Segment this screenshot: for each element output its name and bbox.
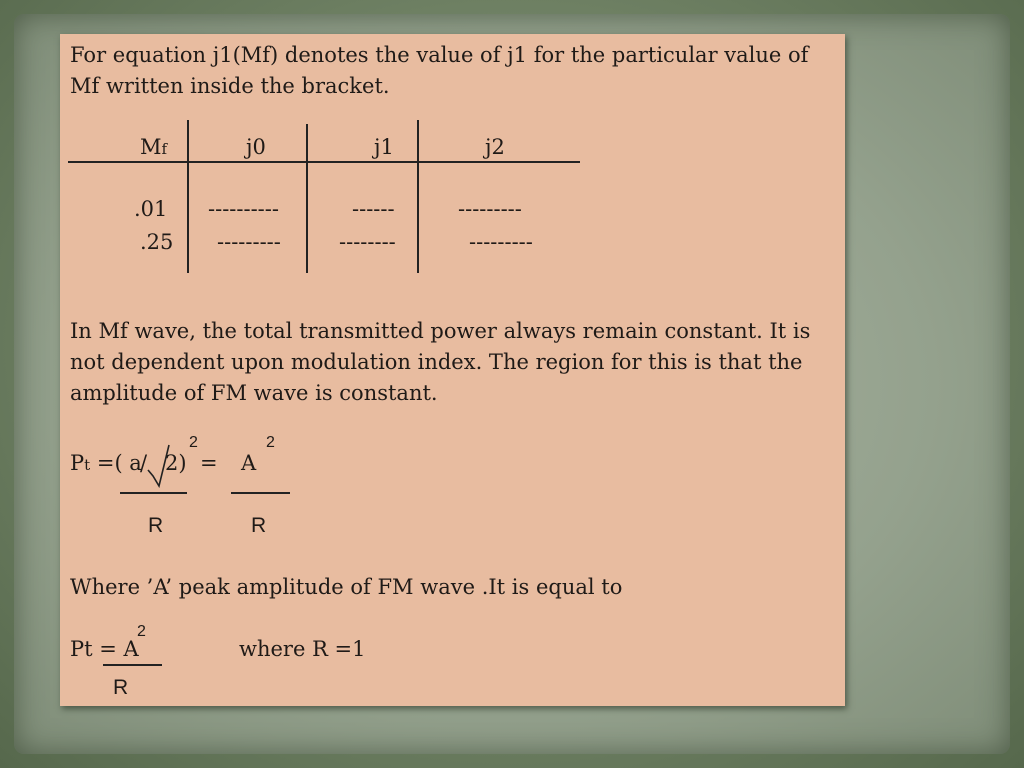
where-paragraph: Where ’A’ peak amplitude of FM wave .It is equal to	[70, 575, 623, 599]
mf-header-main: M	[140, 135, 162, 159]
table-header-j1: j1	[374, 135, 394, 159]
table-cell-mf: .25	[140, 230, 174, 254]
eq1-lhs-main: P	[70, 451, 85, 475]
eq1-slash: /	[140, 451, 148, 475]
body-paragraph: In Mf wave, the total transmitted power always remain constant. It is not dependent upon modulation index. The region for this is that the amplitude of FM wave is constant.	[70, 319, 811, 405]
table-column-divider	[306, 124, 308, 273]
table-cell-j2: ---------	[458, 197, 522, 221]
table-column-divider	[187, 120, 189, 273]
eq1-equals: =	[200, 451, 218, 475]
table-cell-j1: ------	[352, 197, 395, 221]
table-column-divider	[417, 120, 419, 273]
eq1-lhs-sub: t	[84, 456, 91, 474]
eq2-exponent: 2	[137, 623, 146, 640]
eq2-lhs: Pt = A	[70, 637, 139, 661]
table-header-j2: j2	[485, 135, 505, 159]
eq2-fraction-bar	[103, 664, 162, 666]
table-cell-j1: --------	[339, 230, 396, 254]
mf-header-sub: f	[161, 140, 168, 158]
eq2-condition: where R =1	[239, 637, 366, 661]
slide	[60, 34, 845, 706]
table-cell-j2: ---------	[469, 230, 533, 254]
eq1-fraction-bar-left	[120, 492, 187, 494]
eq1-exponent: 2	[189, 434, 198, 451]
eq1-open: =( a	[90, 451, 142, 475]
eq2-denominator: R	[113, 676, 129, 699]
intro-paragraph: For equation j1(Mf) denotes the value of j1 for the particular value of Mf written inside the bracket.	[70, 43, 809, 98]
table-header-rule	[68, 161, 580, 163]
table-header-j0: j0	[246, 135, 266, 159]
table-cell-j0: ----------	[208, 197, 279, 221]
eq1-lhs	[70, 448, 142, 480]
table-cell-mf: .01	[134, 197, 168, 221]
eq1-rhs-exponent: 2	[266, 434, 275, 451]
eq1-fraction-bar-right	[231, 492, 290, 494]
table-header-mf	[140, 132, 167, 164]
eq1-denominator-left: R	[148, 514, 164, 537]
eq1-denominator-right: R	[251, 514, 267, 537]
table-cell-j0: ---------	[217, 230, 281, 254]
eq1-radicand: 2)	[165, 451, 187, 475]
eq1-rhs: A	[241, 451, 257, 475]
